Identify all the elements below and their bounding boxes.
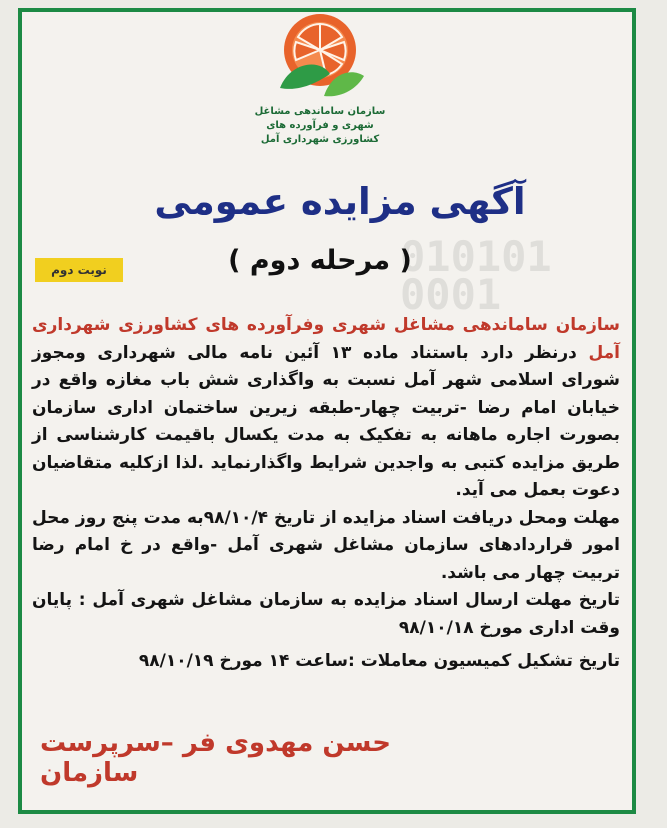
body-paragraph-1 (32, 312, 620, 505)
org-name-line1: سازمان ساماندهی مشاغل (254, 106, 386, 117)
org-name-line2: شهری و فرآورده های (266, 120, 374, 131)
issue-badge: نوبت دوم (35, 258, 123, 282)
signature: حسن مهدوی فر –سرپرست سازمان (40, 728, 391, 788)
paragraph-1-text: درنظر دارد باستناد ماده ۱۳ آئین نامه مالی شهرداری ومجوز شورای اسلامی شهر آمل نسبت به واگذاری شش باب مغازه واقع در خیابان امام رضا -تربیت چهار-طبقه زیرین ساختمان اداری سازمان بصورت اجاره ماهانه به تفکیک به مدت یکسال باقیمت کارشناسی از طریق مزایده کتبی به واجدین شرایط واگذارنماید .لذا ازکلیه متقاضیان دعوت بعمل می آید. (32, 342, 620, 500)
organization-logo (250, 10, 390, 165)
ad-title: آگهی مزایده عمومی (154, 180, 526, 223)
org-name: سازمان ساماندهی مشاغل شهری وفرآورده های کشاورزی شهرداری آمل (32, 315, 621, 363)
ad-body (32, 312, 620, 676)
watermark: 010101 0001 (400, 232, 552, 319)
org-name-line3: کشاورزی شهرداری آمل (260, 134, 380, 145)
body-paragraph-4: تاریخ تشکیل کمیسیون معاملات :ساعت ۱۴ مورخ ۹۸/۱۰/۱۹ (138, 651, 620, 671)
ad-subtitle: ( مرحله دوم ) (228, 245, 412, 276)
orange-slice-leaf-logo-icon (260, 10, 380, 105)
body-paragraph-2: مهلت ومحل دریافت اسناد مزایده از تاریخ ۹۸/۱۰/۴به مدت پنج روز محل امور قراردادهای سازمان مشاغل شهری آمل -واقع در خ امام رضا تربیت چهار می باشد. (32, 507, 620, 583)
body-paragraph-3: تاریخ مهلت ارسال اسناد مزایده به سازمان مشاغل شهری آمل : پایان وقت اداری مورخ ۹۸/۱۰/۱۸ (32, 590, 620, 638)
